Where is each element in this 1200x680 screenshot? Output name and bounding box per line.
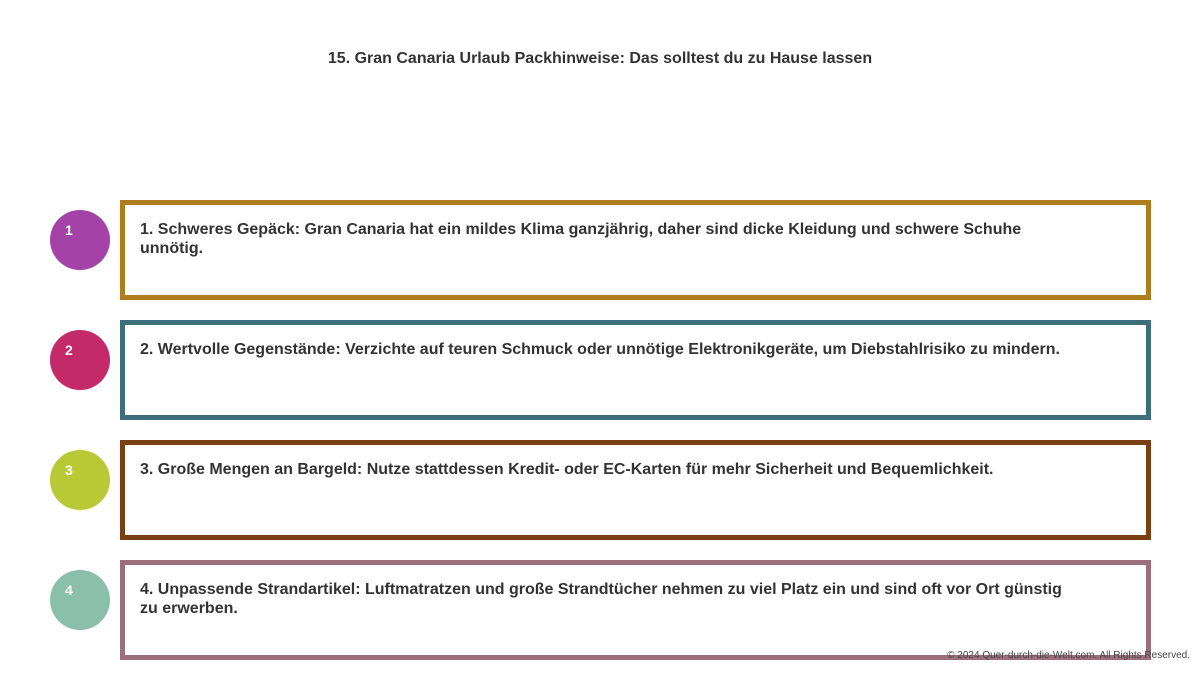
list-item [0,200,1200,300]
item-number: 2 [65,342,73,358]
item-text: 1. Schweres Gepäck: Gran Canaria hat ein mildes Klima ganzjährig, daher sind dicke Kleidung und schwere Schuhe unnötig. [140,221,1022,257]
item-box [120,440,1151,540]
number-circle [50,210,110,270]
item-number: 4 [65,582,73,598]
item-box [120,200,1151,300]
item-number: 1 [65,222,73,238]
number-circle [50,570,110,630]
page-title: 15. Gran Canaria Urlaub Packhinweise: Das solltest du zu Hause lassen [327,50,873,67]
number-circle [50,450,110,510]
list-item [0,320,1200,420]
item-number: 3 [65,462,73,478]
item-text: 4. Unpassende Strandartikel: Luftmatratzen und große Strandtücher nehmen zu viel Platz ein und sind oft vor Ort günstig zu erwerben. [140,581,1062,617]
list-item [0,440,1200,540]
item-box [120,320,1151,420]
item-box [120,560,1151,660]
number-circle [50,330,110,390]
item-text: 3. Große Mengen an Bargeld: Nutze stattdessen Kredit- oder EC-Karten für mehr Sicherheit und Bequemlichkeit. [140,461,994,478]
item-text: 2. Wertvolle Gegenstände: Verzichte auf teuren Schmuck oder unnötige Elektronikgeräte, um Diebstahlrisiko zu mindern. [140,341,1060,358]
copyright-footer: © 2024 Quer-durch-die-Welt.com. All Rights Reserved. [947,650,1190,661]
list-item [0,560,1200,660]
